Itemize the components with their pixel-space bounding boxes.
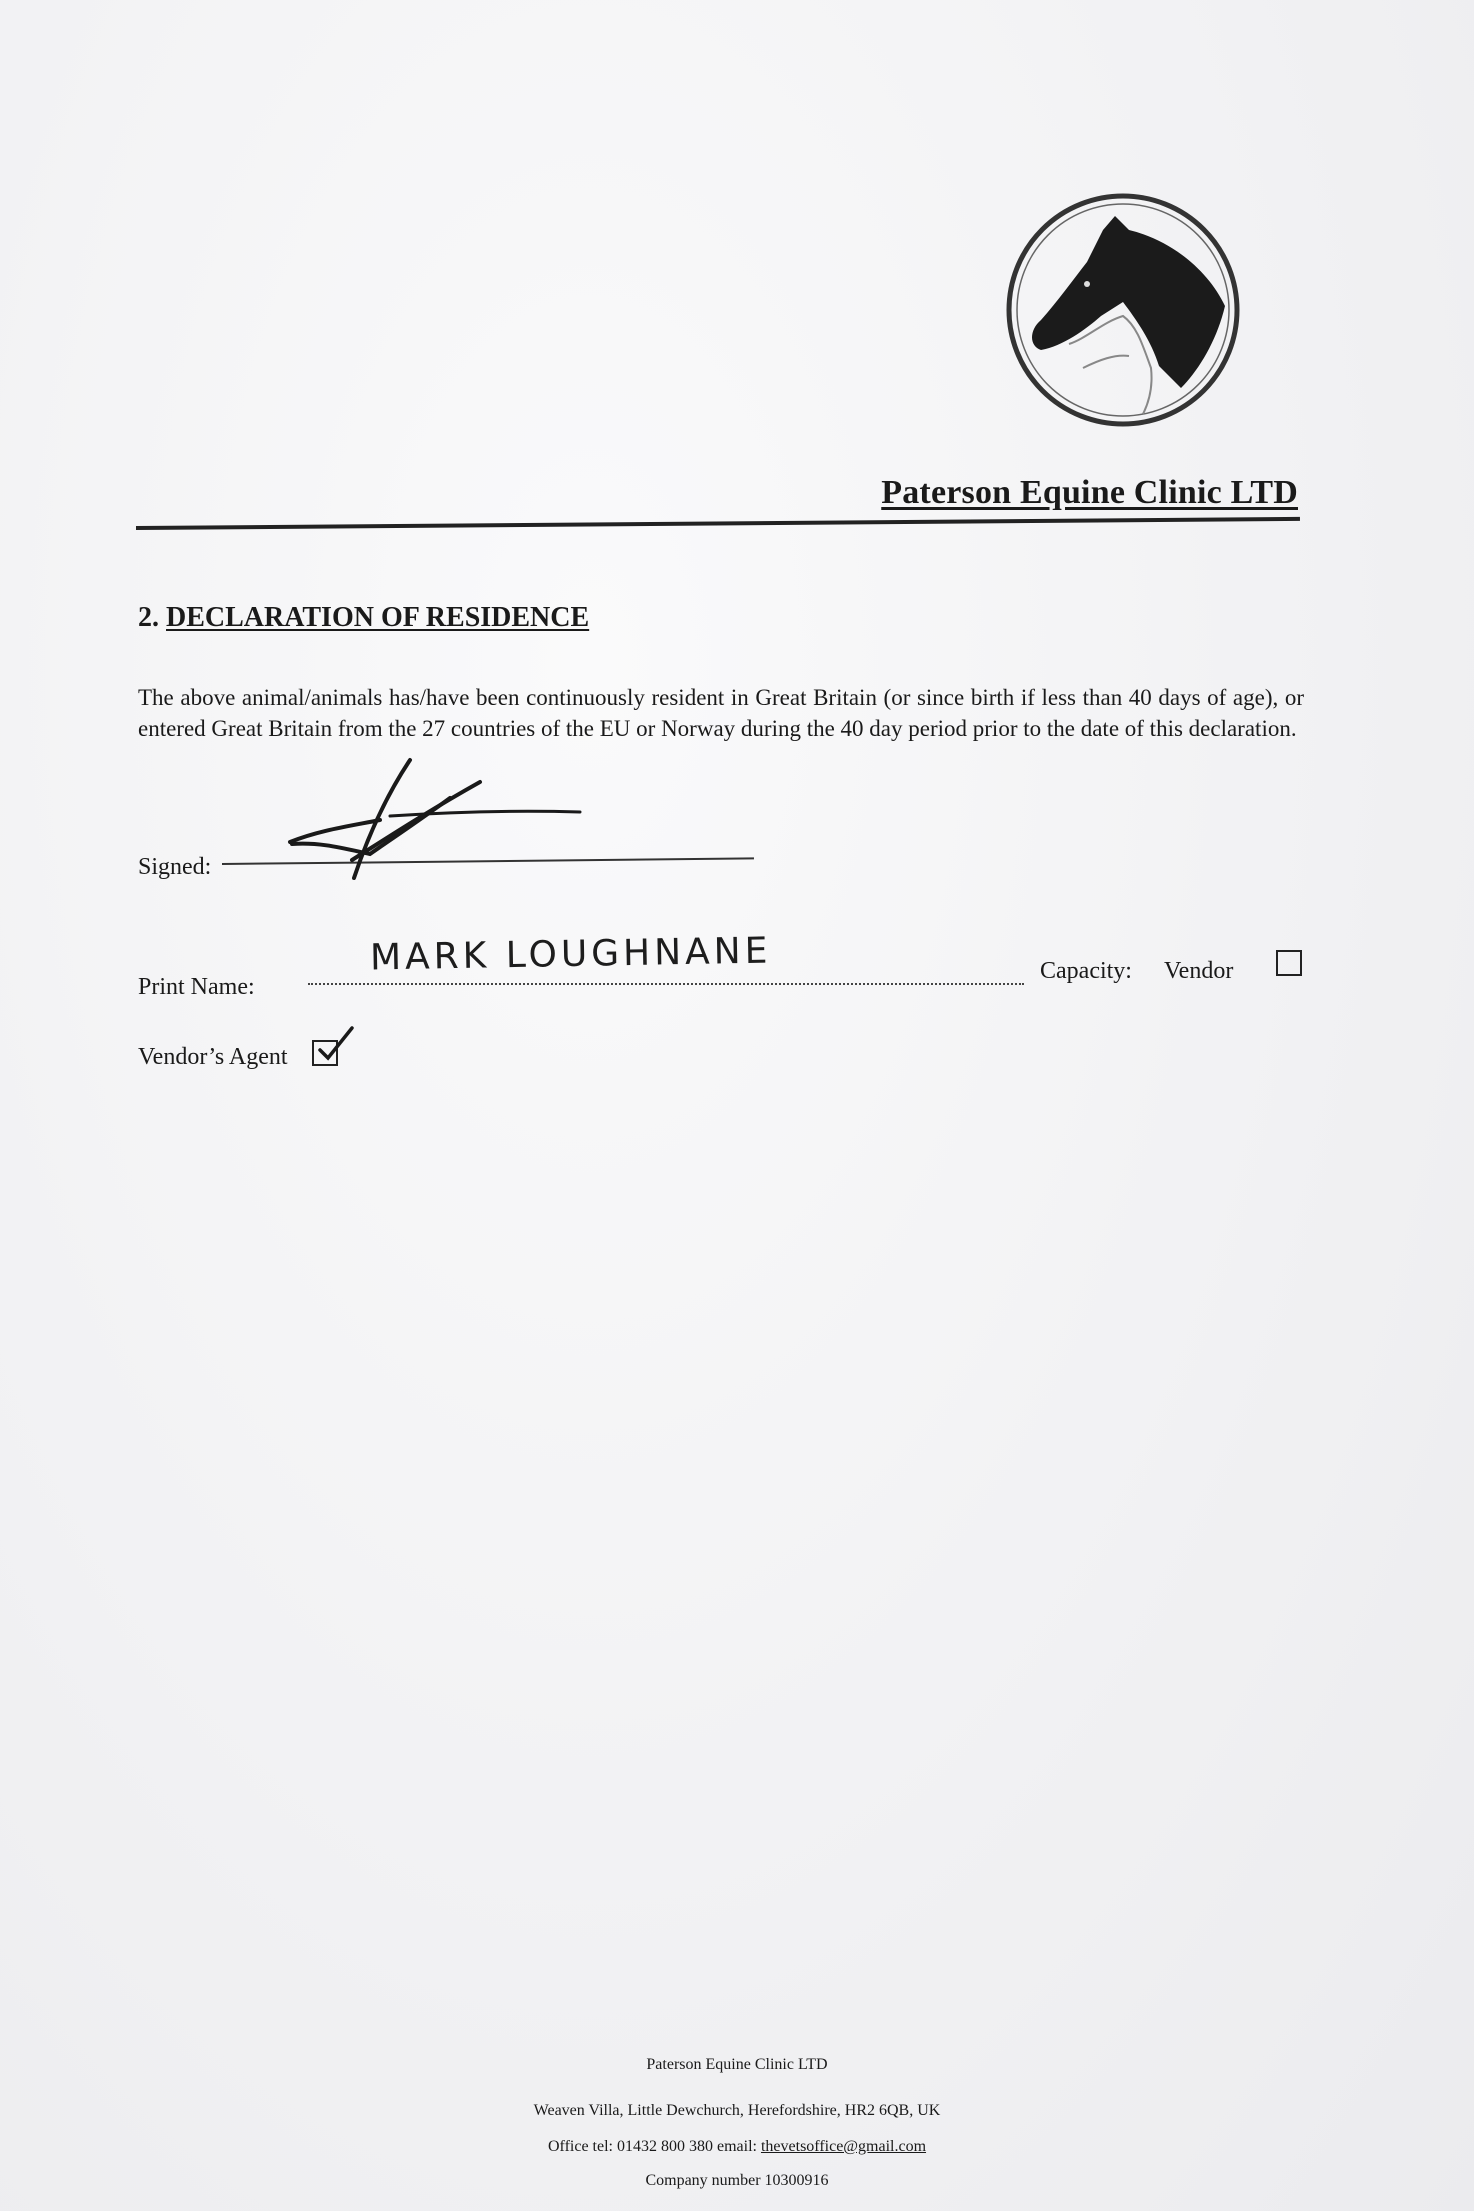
header-clinic-name: Paterson Equine Clinic LTD [881,474,1298,511]
capacity-label: Capacity: [1040,958,1132,984]
header-divider [136,517,1300,530]
horse-head-logo-icon [1003,190,1243,430]
section-title [138,602,589,634]
print-name-label: Print Name: [138,974,255,1000]
footer-office-tel: Office tel: 01432 800 380 email: [547,2138,761,2155]
footer-email-link[interactable]: thevetsoffice@gmail.com [760,2138,927,2155]
footer-clinic-name: Paterson Equine Clinic LTD [646,2056,828,2073]
footer-address: Weaven Villa, Little Dewchurch, Herefordshire, HR2 6QB, UK [533,2102,941,2119]
vendor-label: Vendor [1164,958,1234,984]
vendor-checkbox[interactable] [1276,950,1302,976]
declaration-text: The above animal/animals has/have been continuously resident in Great Britain (or since birth if less than 40 days of age), or entered Great Britain from the 27 countries of the EU or Norway during the 40 day period prior to the date of this declaration. [138,685,1304,741]
footer-contact [0,2138,1474,2156]
section-number: 2. [138,602,159,633]
print-name-value[interactable]: MARK LOUGHNANE [369,930,772,979]
signed-label: Signed: [138,854,212,880]
print-name-line [308,983,1024,985]
footer-company-number: Company number 10300916 [645,2172,829,2189]
vendors-agent-label: Vendor’s Agent [138,1044,288,1070]
checkmark-icon [314,1024,358,1068]
handwritten-signature [280,750,600,880]
section-heading: DECLARATION OF RESIDENCE [166,602,590,633]
